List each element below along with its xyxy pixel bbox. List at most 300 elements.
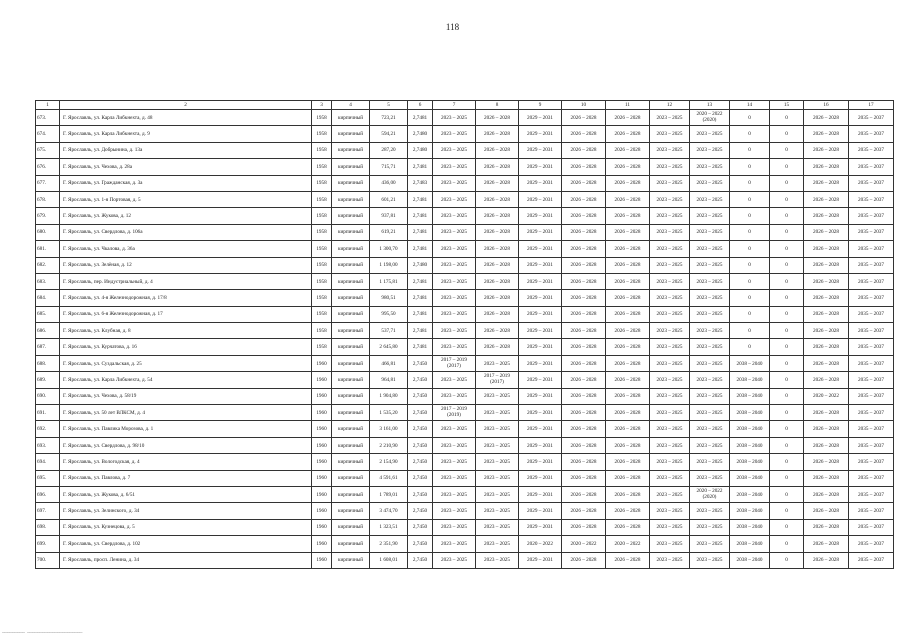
table-cell: 2026 – 2028 (562, 552, 606, 568)
table-cell: 2023 – 2025 (650, 126, 690, 142)
table-cell: 2035 – 2037 (849, 437, 894, 453)
table-cell: 2023 – 2025 (690, 552, 730, 568)
table-cell: 2,7481 (408, 241, 433, 257)
table-cell: 601,21 (370, 191, 408, 207)
table-cell: 2035 – 2037 (849, 536, 894, 552)
table-cell: 2026 – 2028 (562, 454, 606, 470)
table-cell: 0 (730, 306, 770, 322)
table-cell: 1960 (312, 372, 332, 388)
table-cell: 2023 – 2025 (476, 536, 519, 552)
address-cell: Г. Ярославль, ул. Гражданская, д. 3а (60, 175, 312, 191)
table-cell: 2029 – 2031 (519, 208, 562, 224)
address-cell: Г. Ярославль, ул. Карла Либкнехта, д. 54 (60, 372, 312, 388)
table-cell: 2023 – 2025 (650, 470, 690, 486)
table-cell: 1958 (312, 175, 332, 191)
table-cell: 2026 – 2028 (804, 175, 849, 191)
table-cell: 2035 – 2037 (849, 159, 894, 175)
table-cell: 2026 – 2028 (562, 405, 606, 421)
table-cell: кирпичный (332, 126, 370, 142)
table-cell: 2038 – 2040 (730, 503, 770, 519)
table-cell: 2020 – 2022 (519, 536, 562, 552)
table-cell: 2026 – 2028 (562, 437, 606, 453)
table-cell: 2,7481 (408, 191, 433, 207)
table-cell: 2,7481 (408, 339, 433, 355)
table-cell: 0 (730, 208, 770, 224)
table-cell: 2 154,90 (370, 454, 408, 470)
table-cell: 0 (770, 437, 804, 453)
row-number-cell: 685. (36, 306, 60, 322)
table-cell: 2,7481 (408, 323, 433, 339)
table-cell: 2026 – 2028 (804, 224, 849, 240)
table-cell: 2,7483 (408, 175, 433, 191)
table-cell: 2026 – 2028 (606, 290, 650, 306)
header-cell: 6 (408, 101, 433, 110)
table-cell: 2026 – 2028 (804, 273, 849, 289)
table-cell: 2023 – 2025 (476, 486, 519, 502)
table-cell: 0 (730, 175, 770, 191)
table-cell: 2035 – 2037 (849, 224, 894, 240)
table-cell: 0 (770, 306, 804, 322)
table-cell: 1 300,70 (370, 241, 408, 257)
table-cell: кирпичный (332, 224, 370, 240)
table-cell: 0 (730, 224, 770, 240)
address-cell: Г. Ярославль, ул. Зелинского, д. 34 (60, 503, 312, 519)
table-cell: 2038 – 2040 (730, 437, 770, 453)
table-cell: 2023 – 2025 (433, 388, 476, 404)
table-cell: 2038 – 2040 (730, 421, 770, 437)
table-row (36, 110, 894, 126)
table-cell: кирпичный (332, 355, 370, 371)
table-cell: 2023 – 2025 (650, 552, 690, 568)
table-cell: 2026 – 2028 (476, 273, 519, 289)
table-cell: 2023 – 2025 (433, 257, 476, 273)
table-cell: 2029 – 2031 (519, 421, 562, 437)
table-cell: 2026 – 2028 (606, 241, 650, 257)
table-cell: 980,51 (370, 290, 408, 306)
table-cell: 0 (770, 454, 804, 470)
table-cell: 2023 – 2025 (433, 486, 476, 502)
table-cell: 2035 – 2037 (849, 241, 894, 257)
table-cell: 2023 – 2025 (690, 470, 730, 486)
table-cell: 2023 – 2025 (650, 290, 690, 306)
header-cell: 11 (606, 101, 650, 110)
table-cell: 2029 – 2031 (519, 175, 562, 191)
table-cell: 2026 – 2028 (606, 142, 650, 158)
table-cell: 2023 – 2025 (650, 388, 690, 404)
table-cell: 3 474,70 (370, 503, 408, 519)
table-cell: 2023 – 2025 (433, 437, 476, 453)
table-cell: 537,71 (370, 323, 408, 339)
table-cell: 2026 – 2028 (476, 306, 519, 322)
table-cell: 2026 – 2028 (804, 323, 849, 339)
table-cell: 1958 (312, 110, 332, 126)
table-cell: 2026 – 2028 (606, 110, 650, 126)
table-cell: 715,71 (370, 159, 408, 175)
table-cell: 2038 – 2040 (730, 355, 770, 371)
table-cell: 2023 – 2025 (433, 273, 476, 289)
table-cell: 2023 – 2025 (650, 323, 690, 339)
table-cell: 0 (730, 159, 770, 175)
address-cell: Г. Ярославль, ул. Кузнецова, д. 5 (60, 519, 312, 535)
table-cell: 0 (770, 241, 804, 257)
table-row (36, 224, 894, 240)
table-cell: 2026 – 2028 (562, 388, 606, 404)
table-cell: 2 351,90 (370, 536, 408, 552)
table-cell: 2038 – 2040 (730, 552, 770, 568)
page-number: 118 (445, 22, 460, 32)
table-cell: 0 (770, 339, 804, 355)
table-cell: 2023 – 2025 (690, 536, 730, 552)
table-cell: 2,7480 (408, 257, 433, 273)
table-cell: 2026 – 2028 (804, 241, 849, 257)
table-cell: 2026 – 2028 (562, 306, 606, 322)
table-row (36, 503, 894, 519)
table-cell: 2026 – 2028 (606, 388, 650, 404)
table-cell: 4 591,61 (370, 470, 408, 486)
table-cell: 2026 – 2028 (804, 372, 849, 388)
table-cell: 1960 (312, 552, 332, 568)
table-cell: 2023 – 2025 (650, 224, 690, 240)
address-cell: Г. Ярославль, ул. Клубная, д. 8 (60, 323, 312, 339)
table-cell: 0 (730, 290, 770, 306)
table-cell: кирпичный (332, 208, 370, 224)
row-number-cell: 681. (36, 241, 60, 257)
table-cell: 2023 – 2025 (433, 290, 476, 306)
table-cell: 2023 – 2025 (650, 405, 690, 421)
table-body (36, 101, 894, 569)
address-cell: Г. Ярославль, ул. Зелёная, д. 12 (60, 257, 312, 273)
table-cell: 2023 – 2025 (650, 175, 690, 191)
table-cell: 2026 – 2028 (562, 355, 606, 371)
table-cell: кирпичный (332, 257, 370, 273)
table-cell: 2038 – 2040 (730, 372, 770, 388)
table-cell: кирпичный (332, 290, 370, 306)
table-row (36, 175, 894, 191)
row-number-cell: 684. (36, 290, 60, 306)
table-cell: 0 (770, 519, 804, 535)
table-cell: 2023 – 2025 (433, 126, 476, 142)
table-row (36, 339, 894, 355)
table-cell: кирпичный (332, 552, 370, 568)
header-cell: 17 (849, 101, 894, 110)
row-number-cell: 682. (36, 257, 60, 273)
table-cell: 2023 – 2025 (433, 241, 476, 257)
table-cell: 2038 – 2040 (730, 486, 770, 502)
table-cell: 2023 – 2025 (650, 437, 690, 453)
table-cell: 2026 – 2028 (804, 306, 849, 322)
header-cell: 12 (650, 101, 690, 110)
table-cell: 2026 – 2028 (606, 437, 650, 453)
table-cell: 2023 – 2025 (650, 519, 690, 535)
table-cell: 2,7481 (408, 159, 433, 175)
table-cell: кирпичный (332, 159, 370, 175)
table-cell: 0 (730, 257, 770, 273)
header-cell: 10 (562, 101, 606, 110)
table-cell: 0 (770, 110, 804, 126)
table-cell: 2026 – 2028 (606, 175, 650, 191)
table-cell: 2023 – 2025 (650, 191, 690, 207)
table-row (36, 290, 894, 306)
table-cell: 2023 – 2025 (650, 257, 690, 273)
table-cell: 2026 – 2028 (804, 110, 849, 126)
row-number-cell: 694. (36, 454, 60, 470)
header-row (36, 101, 894, 110)
table-cell: 594,21 (370, 126, 408, 142)
table-cell: 2026 – 2028 (606, 273, 650, 289)
table-cell: 2029 – 2031 (519, 552, 562, 568)
table-cell: 2023 – 2025 (433, 224, 476, 240)
header-cell: 4 (332, 101, 370, 110)
address-cell: Г. Ярославль, просп. Ленина, д. 34 (60, 552, 312, 568)
table-cell: 2029 – 2031 (519, 355, 562, 371)
row-number-cell: 680. (36, 224, 60, 240)
address-cell: Г. Ярославль, ул. Павлика Морозова, д. 1 (60, 421, 312, 437)
table-cell: 0 (770, 355, 804, 371)
address-cell: Г. Ярославль, ул. Свердлова, д. 106а (60, 224, 312, 240)
table-cell: 2038 – 2040 (730, 454, 770, 470)
table-cell: 0 (770, 388, 804, 404)
table-cell: 0 (730, 339, 770, 355)
table-cell: 2,7450 (408, 454, 433, 470)
table-cell: 1 198,00 (370, 257, 408, 273)
header-cell: 5 (370, 101, 408, 110)
header-cell: 1 (36, 101, 60, 110)
table-cell: 2023 – 2025 (690, 454, 730, 470)
table-cell: 2029 – 2031 (519, 388, 562, 404)
table-cell: 2026 – 2028 (606, 454, 650, 470)
table-cell: кирпичный (332, 306, 370, 322)
table-cell: 2023 – 2025 (690, 224, 730, 240)
table-cell: 0 (730, 126, 770, 142)
table-cell: 2026 – 2028 (606, 126, 650, 142)
address-cell: Г. Ярославль, ул. Чехова, д. 58/19 (60, 388, 312, 404)
table-cell: 2029 – 2031 (519, 372, 562, 388)
table-cell: 2035 – 2037 (849, 355, 894, 371)
table-cell: 2026 – 2028 (804, 454, 849, 470)
table-cell: 2029 – 2031 (519, 110, 562, 126)
table-cell: 2026 – 2028 (562, 257, 606, 273)
row-number-cell: 693. (36, 437, 60, 453)
table-cell: 2035 – 2037 (849, 191, 894, 207)
table-cell: 2023 – 2025 (690, 519, 730, 535)
table-cell: 2023 – 2025 (650, 503, 690, 519)
table-cell: 0 (770, 405, 804, 421)
table-cell: 2035 – 2037 (849, 273, 894, 289)
table-cell: 2023 – 2025 (433, 159, 476, 175)
table-cell: 0 (770, 290, 804, 306)
address-cell: Г. Ярославль, ул. Карла Либкнехта, д. 9 (60, 126, 312, 142)
table-cell: кирпичный (332, 486, 370, 502)
address-cell: Г. Ярославль, ул. Свердлова, д. 98/10 (60, 437, 312, 453)
table-cell: 1958 (312, 339, 332, 355)
table-cell: 2023 – 2025 (476, 405, 519, 421)
table-cell: кирпичный (332, 405, 370, 421)
table-cell: 2023 – 2025 (433, 536, 476, 552)
table-cell: 2023 – 2025 (690, 142, 730, 158)
table-cell: 1 904,80 (370, 388, 408, 404)
table-cell: 0 (770, 421, 804, 437)
table-cell: 2026 – 2028 (476, 126, 519, 142)
table-row (36, 142, 894, 158)
table-cell: 2026 – 2028 (804, 208, 849, 224)
table-cell: 2029 – 2031 (519, 290, 562, 306)
row-number-cell: 674. (36, 126, 60, 142)
table-cell: 2035 – 2037 (849, 454, 894, 470)
table-cell: 2023 – 2025 (433, 470, 476, 486)
table-cell: 2026 – 2028 (562, 486, 606, 502)
table-cell: 2035 – 2037 (849, 339, 894, 355)
table-cell: 2023 – 2025 (650, 486, 690, 502)
address-cell: Г. Ярославль, пер. Индустриальный, д. 4 (60, 273, 312, 289)
table-cell: 2,7480 (408, 142, 433, 158)
table-cell: 0 (770, 470, 804, 486)
table-cell: 2,7450 (408, 372, 433, 388)
table-cell: 0 (770, 503, 804, 519)
table-cell: 2026 – 2028 (804, 355, 849, 371)
table-row (36, 241, 894, 257)
table-cell: 2026 – 2028 (562, 110, 606, 126)
table-cell: 2029 – 2031 (519, 241, 562, 257)
address-cell: Г. Ярославль, ул. Павлова, д. 7 (60, 470, 312, 486)
table-cell: 0 (770, 273, 804, 289)
table-cell: 1958 (312, 224, 332, 240)
table-cell: 2035 – 2037 (849, 372, 894, 388)
housing-table-container (35, 100, 884, 569)
table-cell: 2023 – 2025 (433, 421, 476, 437)
header-cell: 2 (60, 101, 312, 110)
table-cell: 2,7481 (408, 306, 433, 322)
table-cell: 2023 – 2025 (690, 323, 730, 339)
table-cell: 2026 – 2028 (606, 372, 650, 388)
table-cell: 2029 – 2031 (519, 519, 562, 535)
table-cell: 2026 – 2028 (476, 257, 519, 273)
table-cell: 2023 – 2025 (690, 503, 730, 519)
table-cell: 2026 – 2028 (606, 405, 650, 421)
table-cell: 0 (770, 257, 804, 273)
table-cell: 2023 – 2025 (476, 388, 519, 404)
table-cell: 0 (730, 191, 770, 207)
header-cell: 9 (519, 101, 562, 110)
table-cell: 2035 – 2037 (849, 470, 894, 486)
table-cell: 2026 – 2028 (562, 175, 606, 191)
table-cell: 2026 – 2028 (804, 257, 849, 273)
table-cell: 1960 (312, 503, 332, 519)
address-cell: Г. Ярославль, ул. 4-я Железнодорожная, д. 17/8 (60, 290, 312, 306)
table-cell: 2026 – 2028 (606, 470, 650, 486)
table-cell: 2026 – 2028 (476, 159, 519, 175)
table-cell: 2029 – 2031 (519, 405, 562, 421)
table-cell: 1960 (312, 405, 332, 421)
row-number-cell: 686. (36, 323, 60, 339)
header-cell: 3 (312, 101, 332, 110)
table-cell: 2023 – 2025 (690, 208, 730, 224)
table-cell: кирпичный (332, 175, 370, 191)
table-cell: 1960 (312, 536, 332, 552)
table-cell: 2029 – 2031 (519, 470, 562, 486)
table-cell: кирпичный (332, 323, 370, 339)
table-cell: 0 (770, 323, 804, 339)
table-cell: кирпичный (332, 372, 370, 388)
table-cell: 2026 – 2028 (562, 503, 606, 519)
table-cell: 2026 – 2028 (804, 290, 849, 306)
table-cell: 2026 – 2028 (476, 110, 519, 126)
table-cell: 2026 – 2028 (606, 257, 650, 273)
table-cell: 2020 – 2022 (562, 536, 606, 552)
table-cell: 2026 – 2028 (804, 437, 849, 453)
table-cell: 2023 – 2025 (433, 552, 476, 568)
table-cell: 2023 – 2025 (433, 175, 476, 191)
table-cell: 2023 – 2025 (690, 339, 730, 355)
table-cell: 0 (770, 552, 804, 568)
table-cell: 2026 – 2028 (606, 191, 650, 207)
row-number-cell: 677. (36, 175, 60, 191)
table-cell: 0 (770, 486, 804, 502)
table-row (36, 355, 894, 371)
table-cell: 2026 – 2028 (562, 208, 606, 224)
row-number-cell: 675. (36, 142, 60, 158)
table-cell: 1960 (312, 486, 332, 502)
table-cell: 723,21 (370, 110, 408, 126)
table-cell: 0 (770, 126, 804, 142)
table-cell: 287,20 (370, 142, 408, 158)
table-cell: 2029 – 2031 (519, 306, 562, 322)
table-cell: 2023 – 2025 (690, 290, 730, 306)
table-cell: кирпичный (332, 470, 370, 486)
table-cell: 2023 – 2025 (433, 110, 476, 126)
table-cell: 2023 – 2025 (690, 126, 730, 142)
table-cell: 2,7450 (408, 519, 433, 535)
table-cell: 0 (770, 372, 804, 388)
table-cell: 2026 – 2028 (606, 355, 650, 371)
row-number-cell: 687. (36, 339, 60, 355)
table-cell: 2023 – 2025 (650, 159, 690, 175)
row-number-cell: 676. (36, 159, 60, 175)
table-cell: 2023 – 2025 (650, 421, 690, 437)
table-cell: 2017 – 2019 (2017) (433, 355, 476, 371)
table-cell: кирпичный (332, 519, 370, 535)
table-cell: 2035 – 2037 (849, 142, 894, 158)
table-cell: 0 (770, 159, 804, 175)
table-row (36, 372, 894, 388)
table-cell: 2026 – 2028 (804, 142, 849, 158)
address-cell: Г. Ярославль, ул. 1-я Портовая, д. 5 (60, 191, 312, 207)
table-cell: 2026 – 2028 (606, 323, 650, 339)
table-cell: 1960 (312, 355, 332, 371)
table-cell: 2023 – 2025 (433, 142, 476, 158)
table-cell: 964,81 (370, 372, 408, 388)
table-cell: 1958 (312, 306, 332, 322)
row-number-cell: 690. (36, 388, 60, 404)
table-cell: кирпичный (332, 454, 370, 470)
address-cell: Г. Ярославль, ул. Чкалова, д. 36а (60, 241, 312, 257)
table-cell: 2023 – 2025 (690, 372, 730, 388)
table-row (36, 208, 894, 224)
address-cell: Г. Ярославль, ул. Жукова, д. 6/51 (60, 486, 312, 502)
table-cell: 2023 – 2025 (476, 519, 519, 535)
table-cell: 2023 – 2025 (690, 273, 730, 289)
table-cell: 2,7450 (408, 405, 433, 421)
table-cell: 2023 – 2025 (690, 175, 730, 191)
table-cell: 2,7450 (408, 388, 433, 404)
address-cell: Г. Ярославль, ул. Суздальская, д. 25 (60, 355, 312, 371)
table-cell: 2026 – 2028 (476, 339, 519, 355)
table-cell: 2026 – 2028 (562, 470, 606, 486)
table-cell: 2026 – 2028 (606, 208, 650, 224)
table-cell: 2026 – 2028 (476, 323, 519, 339)
table-cell: 2026 – 2028 (476, 241, 519, 257)
table-cell: 2026 – 2028 (476, 142, 519, 158)
table-cell: 2029 – 2031 (519, 126, 562, 142)
